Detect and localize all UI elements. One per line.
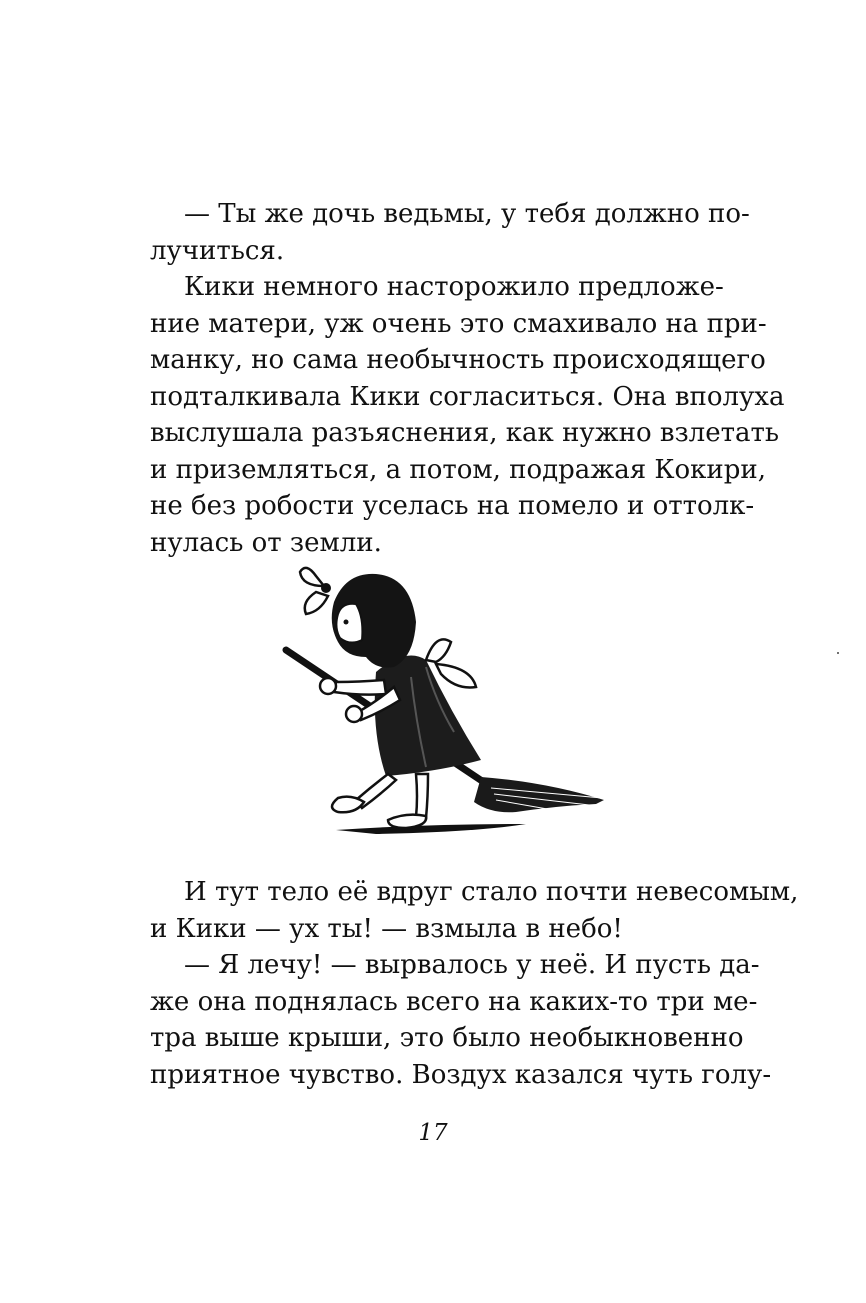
text-line: же она поднялась всего на каких-то три ме- xyxy=(150,986,758,1017)
text-line: и Кики — ух ты! — взмыла в небо! xyxy=(150,913,623,944)
text-line: приятное чувство. Воздух казался чуть голу- xyxy=(150,1059,772,1090)
text-line: И тут тело её вдруг стало почти невесомым, xyxy=(184,877,799,907)
text-line: нулась от земли. xyxy=(150,527,382,558)
girl-sweeping-broom-illustration xyxy=(276,562,606,844)
text-block-top xyxy=(150,196,785,561)
text-line: выслушала разъяснения, как нужно взлетать xyxy=(150,418,780,448)
text-line: манку, но сама необычность происходящего xyxy=(150,345,766,375)
margin-dot xyxy=(837,652,839,654)
text-line: ние матери, уж очень это смахивало на при- xyxy=(150,308,767,339)
text-block-bottom xyxy=(150,874,799,1093)
page-number: 17 xyxy=(418,1120,448,1146)
paragraph xyxy=(150,269,785,561)
text-line: — Я лечу! — вырвалось у неё. И пусть да- xyxy=(184,950,760,980)
paragraph xyxy=(150,874,799,947)
text-line: тра выше крыши, это было необыкновенно xyxy=(150,1023,744,1053)
paragraph xyxy=(150,196,750,269)
text-line: — Ты же дочь ведьмы, у тебя должно по- xyxy=(184,199,750,229)
paragraph xyxy=(150,947,772,1093)
text-line: не без робости уселась на помело и оттолк- xyxy=(150,491,755,521)
text-line: лучиться. xyxy=(150,235,285,266)
text-line: Кики немного насторожило предложе- xyxy=(184,272,724,302)
text-line: подталкивала Кики согласиться. Она вполуха xyxy=(150,381,785,412)
text-line: и приземляться, а потом, подражая Кокири, xyxy=(150,454,766,485)
